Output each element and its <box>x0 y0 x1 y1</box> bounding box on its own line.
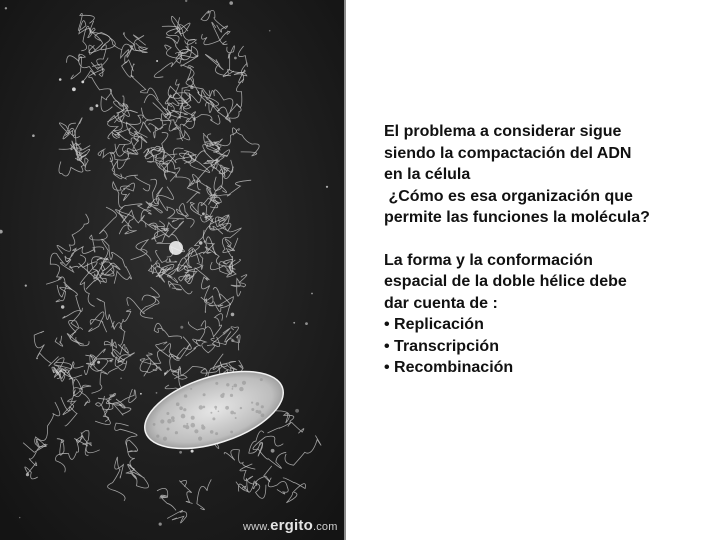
cell-texture-dot <box>156 435 159 438</box>
cell-texture-dot <box>160 419 164 423</box>
speck <box>199 241 203 245</box>
cell-texture-dot <box>230 394 233 397</box>
cell-texture-dot <box>256 402 260 406</box>
bullet-item-recombinacion: • Recombinación <box>384 359 514 376</box>
speck <box>305 322 308 325</box>
cell-texture-dot <box>261 405 264 408</box>
cell-texture-dot <box>220 394 224 398</box>
speck <box>19 517 20 518</box>
cell-texture-dot <box>226 383 229 386</box>
cell-texture-dot <box>176 402 180 406</box>
cell-texture-dot <box>230 411 234 415</box>
cell-texture-dot <box>198 437 202 441</box>
speck <box>229 1 233 5</box>
cell-texture-dot <box>215 432 218 435</box>
speck <box>156 60 158 62</box>
speck <box>180 326 183 329</box>
speck <box>193 118 196 121</box>
speck <box>140 393 142 395</box>
cell-texture-dot <box>239 387 243 391</box>
speck <box>156 392 158 394</box>
cell-texture-dot <box>242 381 246 385</box>
ergito-watermark: www.ergito.com <box>243 517 338 534</box>
cell-texture-dot <box>166 412 169 415</box>
cell-texture-dot <box>225 406 229 410</box>
cell-texture-dot <box>186 423 188 425</box>
speck <box>97 361 100 364</box>
speck <box>195 42 197 44</box>
speck <box>61 305 64 308</box>
speck <box>190 86 194 90</box>
speck <box>32 134 35 137</box>
cell-texture-dot <box>172 419 175 422</box>
speck <box>293 322 295 324</box>
text-line: permite las funciones la molécula? <box>384 209 650 226</box>
speck <box>89 107 93 111</box>
cell-texture-dot <box>214 406 217 409</box>
text-line: El problema a considerar sigue <box>384 123 622 140</box>
cell-texture-dot <box>167 419 172 424</box>
speck <box>295 409 299 413</box>
speck <box>26 473 29 476</box>
speck <box>231 313 235 317</box>
cell-texture-dot <box>230 431 233 434</box>
cell-texture-dot <box>194 429 198 433</box>
speck <box>271 449 275 453</box>
text-line: siendo la compactación del ADN <box>384 144 632 162</box>
cell-texture-dot <box>261 413 265 417</box>
speck <box>120 378 122 380</box>
cell-texture-dot <box>190 388 192 390</box>
speck <box>110 360 113 363</box>
cell-texture-dot <box>218 411 220 413</box>
speck <box>36 357 38 359</box>
cell-texture-dot <box>232 386 234 388</box>
bullet-item-replicacion: • Replicación <box>384 316 484 333</box>
cell-texture-dot <box>260 378 263 381</box>
cell-texture-dot <box>201 426 205 430</box>
speck <box>96 104 99 107</box>
speck <box>234 57 237 60</box>
paragraph-gap <box>384 229 704 250</box>
bright-cluster <box>169 241 183 255</box>
speck <box>59 78 62 81</box>
cell-texture-dot <box>175 431 178 434</box>
speck <box>72 87 76 91</box>
text-line: dar cuenta de : <box>384 294 498 312</box>
cell-texture-dot <box>191 416 195 420</box>
cell-texture-dot <box>256 410 259 413</box>
cell-texture-dot <box>210 430 214 434</box>
speck <box>159 523 162 526</box>
speck <box>311 293 313 295</box>
text-line: espacial de la doble hélice debe <box>384 273 627 290</box>
speck <box>179 451 182 454</box>
text-line: ¿Cómo es esa organización que <box>384 187 633 205</box>
cell-texture-dot <box>212 417 215 420</box>
cell-texture-dot <box>232 388 234 390</box>
text-line: La forma y la conformación <box>384 251 593 269</box>
cell-texture-dot <box>199 405 203 409</box>
text-line: en la célula <box>384 166 471 183</box>
bullet-item-transcripcion: • Transcripción <box>384 337 499 355</box>
cell-texture-dot <box>184 394 187 397</box>
cell-texture-dot <box>153 423 156 426</box>
speck <box>164 372 166 374</box>
cell-texture-dot <box>167 428 170 431</box>
image-border <box>344 0 346 540</box>
speck <box>191 450 194 453</box>
cell-texture-dot <box>240 407 242 409</box>
cell-texture-dot <box>163 437 167 441</box>
cell-texture-dot <box>186 425 188 427</box>
cell-texture-dot <box>191 423 196 428</box>
speck <box>5 7 7 9</box>
electron-micrograph <box>0 0 344 540</box>
cell-texture-dot <box>251 408 254 411</box>
speck <box>202 212 205 215</box>
cell-texture-dot <box>215 408 217 410</box>
cell-texture-dot <box>215 382 218 385</box>
speck <box>127 154 128 155</box>
cell-texture-dot <box>171 416 175 420</box>
cell-texture-dot <box>203 406 206 409</box>
cell-texture-dot <box>210 412 212 414</box>
cell-texture-dot <box>251 402 253 404</box>
cell-texture-dot <box>183 408 186 411</box>
speck <box>269 30 271 32</box>
dna-strands-graphic <box>0 0 344 540</box>
cell-texture-dot <box>234 384 238 388</box>
speck <box>25 285 27 287</box>
cell-texture-dot <box>235 417 237 419</box>
cell-texture-dot <box>203 393 206 396</box>
speck <box>81 81 84 84</box>
cell-texture-dot <box>181 414 186 419</box>
cell-texture-dot <box>179 406 183 410</box>
speck <box>326 186 328 188</box>
slide-text <box>384 121 704 379</box>
